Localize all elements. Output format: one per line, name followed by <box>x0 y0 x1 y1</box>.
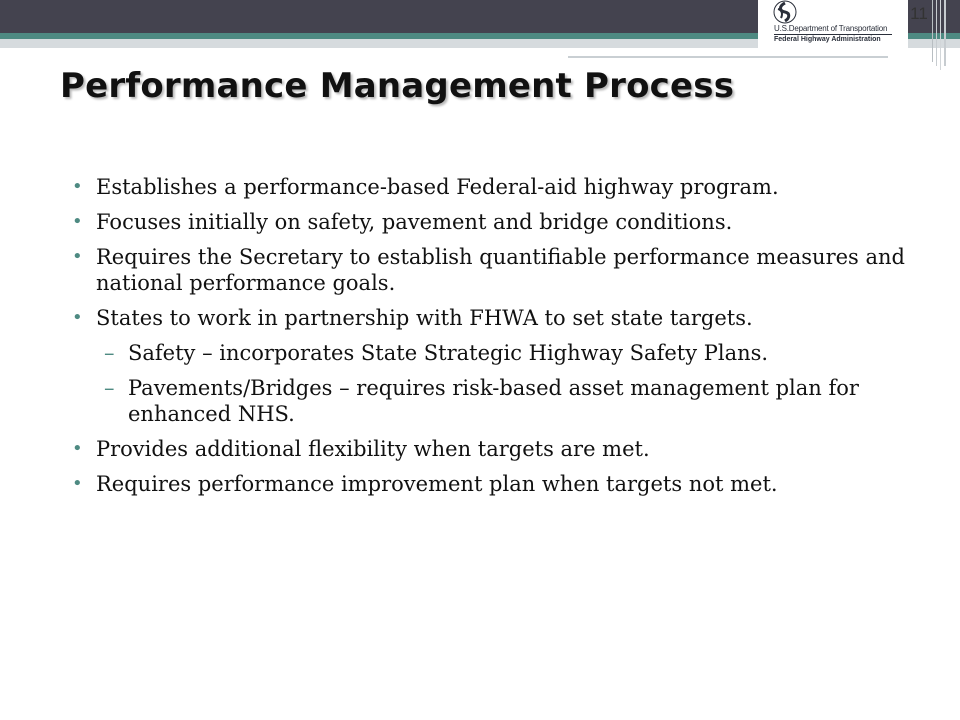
sub-bullet-marker: – <box>104 341 115 365</box>
bullet-text: Establishes a performance-based Federal-aid highway program. <box>96 175 779 199</box>
sub-bullet-item <box>72 375 922 427</box>
slide-title: Performance Management Process <box>60 66 735 106</box>
bullet-marker: • <box>72 438 83 459</box>
logo-divider <box>774 34 892 35</box>
bullet-item <box>72 471 922 497</box>
sub-bullet-marker: – <box>104 376 115 400</box>
bullet-marker: • <box>72 211 83 232</box>
dot-emblem-icon <box>773 0 797 24</box>
dot-logo <box>758 0 908 48</box>
bullet-text: Requires performance improvement plan when targets not met. <box>96 472 778 496</box>
bullet-item <box>72 244 922 296</box>
bullet-text: States to work in partnership with FHWA to set state targets. <box>96 306 753 330</box>
bullet-marker: • <box>72 246 83 267</box>
bullet-item <box>72 209 922 235</box>
slide-number: 11 <box>910 4 928 23</box>
decorative-edge-line <box>940 0 941 70</box>
decorative-edge-line <box>936 0 937 66</box>
decorative-edge-line <box>944 0 946 66</box>
header-thin-rule <box>568 56 888 58</box>
sub-bullet-text: Pavements/Bridges – requires risk-based asset management plan for enhanced NHS. <box>128 376 859 426</box>
sub-bullet-text: Safety – incorporates State Strategic Highway Safety Plans. <box>128 341 769 365</box>
bullet-text: Focuses initially on safety, pavement and bridge conditions. <box>96 210 733 234</box>
bullet-item <box>72 436 922 462</box>
bullet-text: Requires the Secretary to establish quantifiable performance measures and national performance goals. <box>96 245 905 295</box>
bullet-item <box>72 174 922 200</box>
decorative-edge-line <box>932 0 933 62</box>
bullet-text: Provides additional flexibility when targets are met. <box>96 437 650 461</box>
logo-agency-text: Federal Highway Administration <box>774 36 881 43</box>
logo-department-text: U.S.Department of Transportation <box>774 24 888 33</box>
sub-bullet-item <box>72 340 922 366</box>
bullet-marker: • <box>72 473 83 494</box>
bullet-item <box>72 305 922 331</box>
bullet-marker: • <box>72 176 83 197</box>
bullet-list <box>72 174 922 506</box>
bullet-marker: • <box>72 307 83 328</box>
